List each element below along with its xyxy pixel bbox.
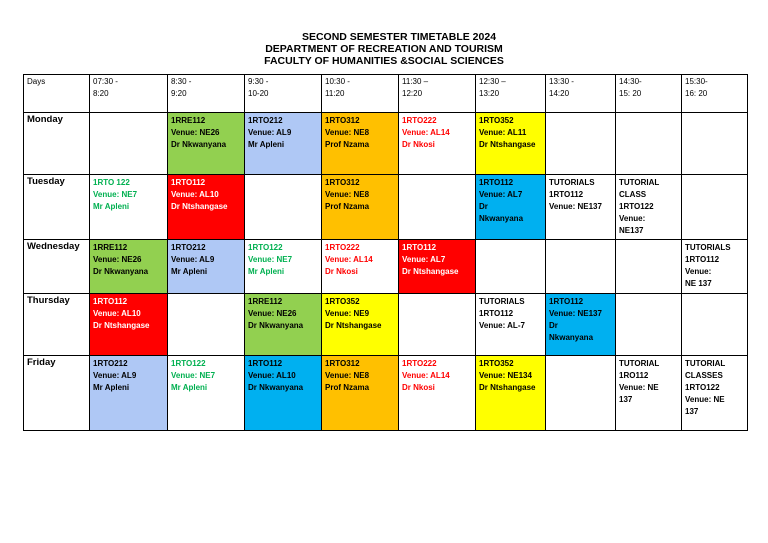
session-line: Dr xyxy=(479,202,488,211)
session-line: Dr Ntshangase xyxy=(479,140,536,149)
empty-slot-cell xyxy=(616,113,682,175)
session-line: Nkwanyana xyxy=(479,214,524,223)
session-line: 137 xyxy=(685,407,699,416)
class-session-cell xyxy=(245,294,322,356)
session-line: Mr Apleni xyxy=(93,202,130,211)
time-slot-header xyxy=(682,75,748,113)
class-session-cell xyxy=(399,113,476,175)
session-line: Dr Ntshangase xyxy=(171,202,228,211)
time-slot-label: 12:30 – xyxy=(479,77,506,86)
class-session-cell xyxy=(90,294,168,356)
session-line: Venue: AL11 xyxy=(479,128,527,137)
session-line: Venue: NE137 xyxy=(549,202,602,211)
session-line: 1RTO122 xyxy=(171,359,206,368)
session-line: Venue: AL10 xyxy=(171,190,219,199)
session-line: Dr Ntshangase xyxy=(479,383,536,392)
class-session-cell xyxy=(476,294,546,356)
day-row xyxy=(24,294,748,356)
class-session-cell xyxy=(168,175,245,240)
day-label: Monday xyxy=(24,113,90,175)
class-session-cell xyxy=(476,356,546,431)
session-line: 1RTO352 xyxy=(325,297,360,306)
empty-slot-cell xyxy=(546,240,616,294)
session-line: 1RTO112 xyxy=(549,190,584,199)
session-line: 137 xyxy=(619,395,633,404)
time-slot-label: 07:30 - xyxy=(93,77,118,86)
header-row xyxy=(24,75,748,113)
session-line: NE137 xyxy=(619,226,644,235)
session-line: TUTORIAL xyxy=(619,359,660,368)
session-line: 1RTO 122 xyxy=(93,178,130,187)
empty-slot-cell xyxy=(682,113,748,175)
session-line: Venue: NE26 xyxy=(93,255,142,264)
session-line: Dr Nkosi xyxy=(402,383,435,392)
session-line: 1RRE112 xyxy=(248,297,283,306)
session-line: Venue: NE26 xyxy=(171,128,220,137)
session-line: Venue: AL9 xyxy=(248,128,292,137)
time-slot-label: 15: 20 xyxy=(619,89,642,98)
session-line: 1RTO352 xyxy=(479,359,514,368)
class-session-cell xyxy=(168,113,245,175)
session-line: Venue: AL9 xyxy=(93,371,137,380)
session-line: TUTORIAL xyxy=(619,178,660,187)
day-label: Tuesday xyxy=(24,175,90,240)
empty-slot-cell xyxy=(245,175,322,240)
time-slot-label: 8:30 - xyxy=(171,77,192,86)
session-line: 1RTO112 xyxy=(479,309,514,318)
empty-slot-cell xyxy=(476,240,546,294)
session-line: TUTORIALS xyxy=(549,178,595,187)
session-line: Nkwanyana xyxy=(549,333,594,342)
class-session-cell xyxy=(546,294,616,356)
department-title: DEPARTMENT OF RECREATION AND TOURISM xyxy=(265,43,503,55)
class-session-cell xyxy=(682,240,748,294)
class-session-cell xyxy=(322,113,399,175)
session-line: 1RTO222 xyxy=(402,359,437,368)
session-line: Venue: AL14 xyxy=(325,255,373,264)
session-line: 1RTO312 xyxy=(325,178,360,187)
class-session-cell xyxy=(616,175,682,240)
time-slot-label: 12:20 xyxy=(402,89,423,98)
session-line: Venue: NE8 xyxy=(325,128,370,137)
time-slot-header xyxy=(245,75,322,113)
class-session-cell xyxy=(546,175,616,240)
empty-slot-cell xyxy=(682,175,748,240)
class-session-cell xyxy=(616,356,682,431)
session-line: Venue: NE7 xyxy=(171,371,216,380)
day-row xyxy=(24,240,748,294)
class-session-cell xyxy=(322,240,399,294)
session-line: Venue: xyxy=(685,267,712,276)
class-session-cell xyxy=(245,113,322,175)
time-slot-label: 15:30- xyxy=(685,77,708,86)
time-slot-label: 13:20 xyxy=(479,89,500,98)
day-row xyxy=(24,113,748,175)
time-slot-label: 9:30 - xyxy=(248,77,269,86)
session-line: Prof Nzama xyxy=(325,383,370,392)
session-line: Dr Nkwanyana xyxy=(93,267,149,276)
session-line: Venue: xyxy=(619,214,646,223)
timetable xyxy=(23,74,748,431)
faculty-title: FACULTY OF HUMANITIES &SOCIAL SCIENCES xyxy=(264,55,504,67)
session-line: Mr Apleni xyxy=(171,383,208,392)
session-line: CLASSES xyxy=(685,371,723,380)
session-line: 1RTO112 xyxy=(479,178,514,187)
timetable-title: SECOND SEMESTER TIMETABLE 2024 xyxy=(301,31,497,43)
time-slot-label: 10:30 - xyxy=(325,77,350,86)
time-slot-label: 9:20 xyxy=(171,89,187,98)
session-line: CLASS xyxy=(619,190,647,199)
session-line: Dr Ntshangase xyxy=(402,267,459,276)
day-row xyxy=(24,175,748,240)
session-line: Venue: NE7 xyxy=(93,190,138,199)
session-line: 1RTO112 xyxy=(248,359,283,368)
empty-slot-cell xyxy=(546,113,616,175)
session-line: Dr Nkwanyana xyxy=(248,321,304,330)
session-line: Mr Apleni xyxy=(171,267,208,276)
session-line: 1RRE112 xyxy=(171,116,206,125)
empty-slot-cell xyxy=(616,294,682,356)
session-line: Venue: AL9 xyxy=(171,255,215,264)
session-line: TUTORIAL xyxy=(685,359,726,368)
class-session-cell xyxy=(399,356,476,431)
session-line: 1RTO312 xyxy=(325,116,360,125)
class-session-cell xyxy=(399,240,476,294)
empty-slot-cell xyxy=(616,240,682,294)
time-slot-label: 16: 20 xyxy=(685,89,708,98)
session-line: Dr Nkosi xyxy=(325,267,358,276)
session-line: Venue: AL10 xyxy=(93,309,141,318)
time-slot-header xyxy=(616,75,682,113)
session-line: Venue: NE xyxy=(619,383,659,392)
time-slot-header xyxy=(546,75,616,113)
session-line: 1RTO122 xyxy=(248,243,283,252)
session-line: TUTORIALS xyxy=(479,297,525,306)
empty-slot-cell xyxy=(90,113,168,175)
session-line: Venue: AL-7 xyxy=(479,321,525,330)
session-line: 1RTO352 xyxy=(479,116,514,125)
session-line: 1RTO112 xyxy=(549,297,584,306)
session-line: 1RTO112 xyxy=(171,178,206,187)
class-session-cell xyxy=(90,356,168,431)
class-session-cell xyxy=(168,240,245,294)
empty-slot-cell xyxy=(546,356,616,431)
session-line: Dr Nkosi xyxy=(402,140,435,149)
day-label: Friday xyxy=(24,356,90,431)
days-header: Days xyxy=(24,75,90,113)
session-line: Mr Apleni xyxy=(93,383,130,392)
class-session-cell xyxy=(476,175,546,240)
session-line: Venue: AL7 xyxy=(402,255,446,264)
class-session-cell xyxy=(322,175,399,240)
time-slot-header xyxy=(476,75,546,113)
time-slot-label: 10-20 xyxy=(248,89,269,98)
time-slot-label: 13:30 - xyxy=(549,77,574,86)
empty-slot-cell xyxy=(399,175,476,240)
session-line: 1RO112 xyxy=(619,371,649,380)
session-line: 1RTO312 xyxy=(325,359,360,368)
session-line: Mr Apleni xyxy=(248,140,285,149)
time-slot-label: 11:20 xyxy=(325,89,345,98)
time-slot-header xyxy=(399,75,476,113)
session-line: TUTORIALS xyxy=(685,243,731,252)
class-session-cell xyxy=(682,356,748,431)
session-line: Dr Ntshangase xyxy=(325,321,382,330)
session-line: Venue: AL7 xyxy=(479,190,523,199)
class-session-cell xyxy=(90,240,168,294)
session-line: Venue: NE7 xyxy=(248,255,293,264)
session-line: Venue: NE134 xyxy=(479,371,532,380)
session-line: Venue: NE8 xyxy=(325,190,370,199)
session-line: 1RTO212 xyxy=(248,116,283,125)
time-slot-label: 14:20 xyxy=(549,89,570,98)
class-session-cell xyxy=(245,356,322,431)
session-line: Venue: NE xyxy=(685,395,725,404)
class-session-cell xyxy=(168,356,245,431)
time-slot-header xyxy=(90,75,168,113)
session-line: 1RTO222 xyxy=(325,243,360,252)
empty-slot-cell xyxy=(399,294,476,356)
session-line: Mr Apleni xyxy=(248,267,285,276)
session-line: 1RTO112 xyxy=(93,297,128,306)
empty-slot-cell xyxy=(168,294,245,356)
class-session-cell xyxy=(322,294,399,356)
session-line: Dr xyxy=(549,321,558,330)
session-line: Venue: AL14 xyxy=(402,371,450,380)
session-line: Venue: AL10 xyxy=(248,371,296,380)
time-slot-label: 8:20 xyxy=(93,89,109,98)
class-session-cell xyxy=(90,175,168,240)
time-slot-label: 11:30 – xyxy=(402,77,429,86)
session-line: 1RTO212 xyxy=(93,359,128,368)
session-line: Venue: NE137 xyxy=(549,309,602,318)
session-line: Dr Ntshangase xyxy=(93,321,150,330)
timetable-body xyxy=(24,75,748,431)
session-line: 1RTO222 xyxy=(402,116,437,125)
time-slot-header xyxy=(168,75,245,113)
session-line: Prof Nzama xyxy=(325,140,370,149)
day-label: Wednesday xyxy=(24,240,90,294)
session-line: 1RRE112 xyxy=(93,243,128,252)
session-line: Dr Nkwanyana xyxy=(248,383,304,392)
session-line: Prof Nzama xyxy=(325,202,370,211)
timetable-titles xyxy=(0,31,768,67)
session-line: Venue: AL14 xyxy=(402,128,450,137)
session-line: 1RTO112 xyxy=(685,255,720,264)
day-row xyxy=(24,356,748,431)
session-line: Venue: NE8 xyxy=(325,371,370,380)
session-line: 1RTO122 xyxy=(685,383,720,392)
session-line: 1RTO122 xyxy=(619,202,654,211)
class-session-cell xyxy=(476,113,546,175)
time-slot-label: 14:30- xyxy=(619,77,642,86)
day-label: Thursday xyxy=(24,294,90,356)
time-slot-header xyxy=(322,75,399,113)
session-line: 1RTO212 xyxy=(171,243,206,252)
empty-slot-cell xyxy=(682,294,748,356)
session-line: Venue: NE9 xyxy=(325,309,370,318)
session-line: 1RTO112 xyxy=(402,243,437,252)
class-session-cell xyxy=(322,356,399,431)
class-session-cell xyxy=(245,240,322,294)
session-line: Dr Nkwanyana xyxy=(171,140,227,149)
session-line: NE 137 xyxy=(685,279,712,288)
session-line: Venue: NE26 xyxy=(248,309,297,318)
